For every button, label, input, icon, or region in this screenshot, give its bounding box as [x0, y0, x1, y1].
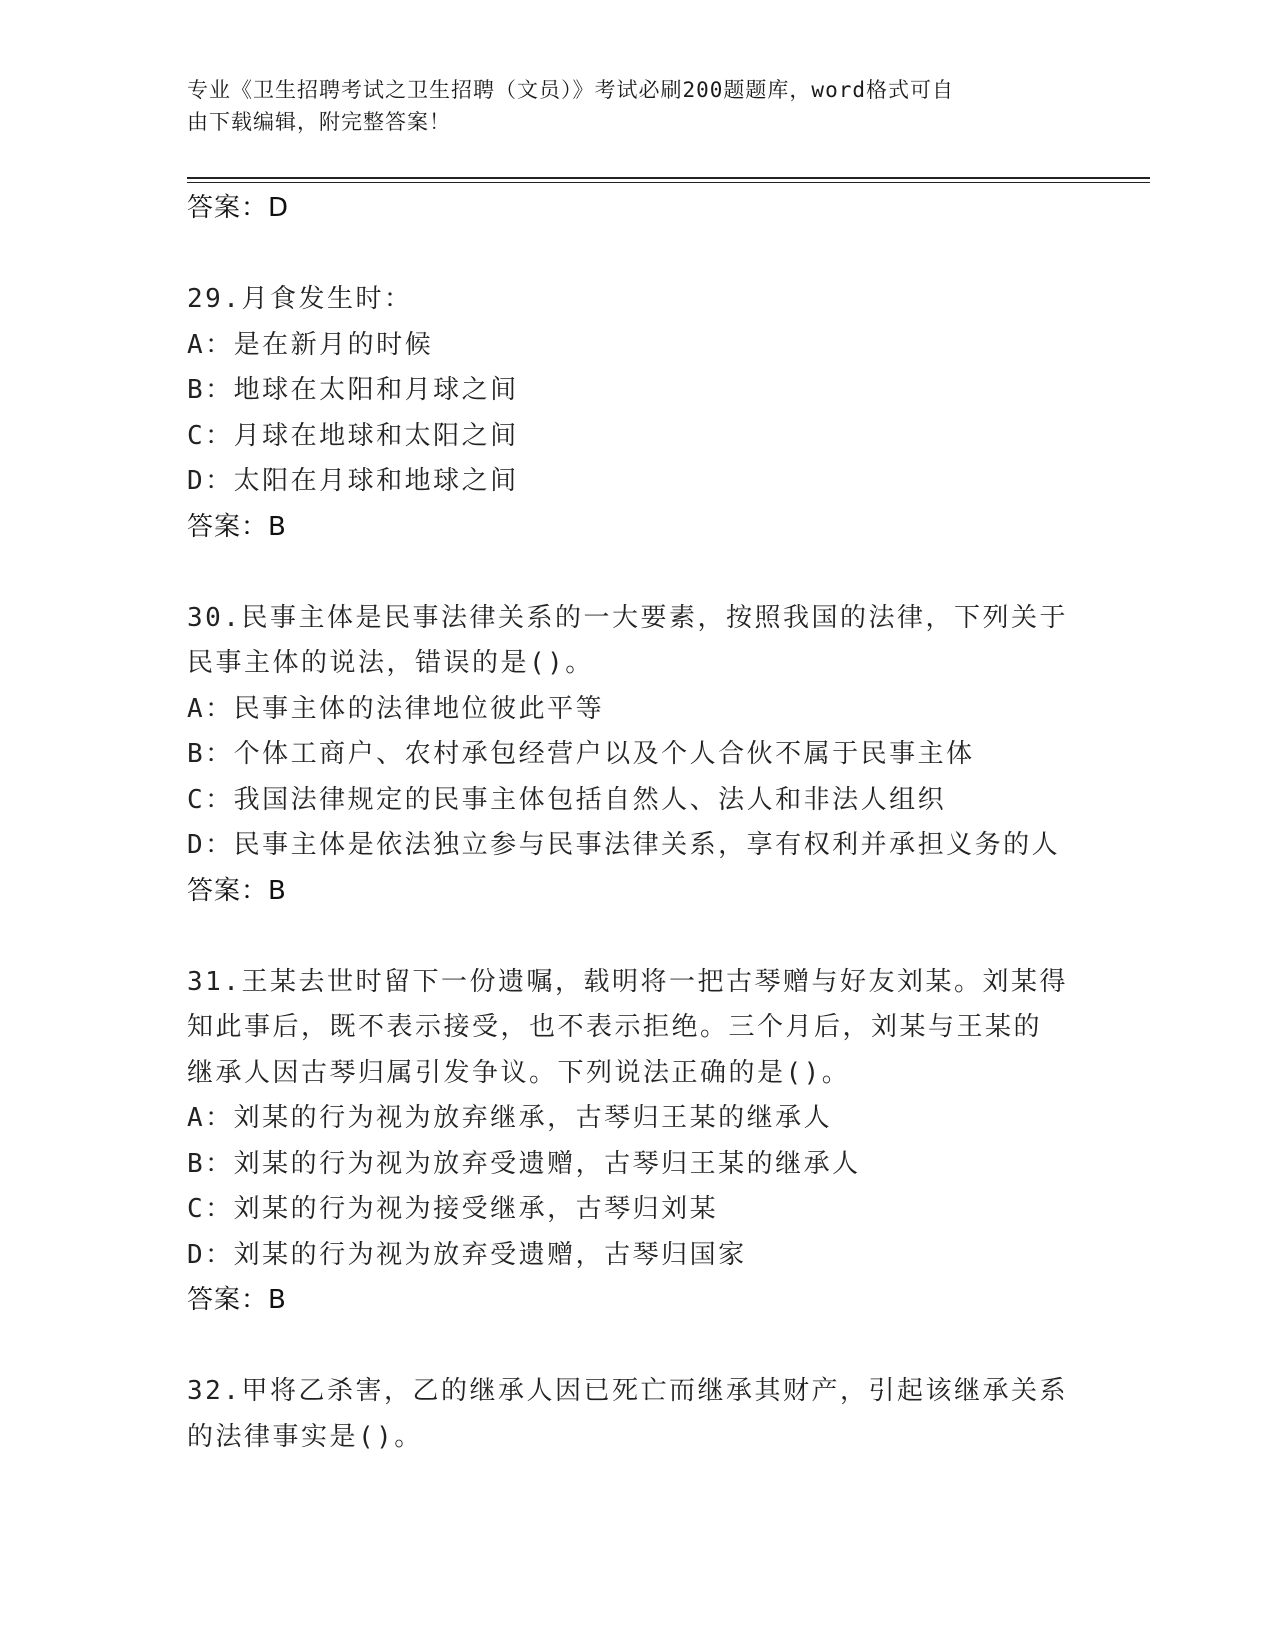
header-divider-thick	[187, 177, 1150, 179]
option-b: B：地球在太阳和月球之间	[187, 375, 519, 405]
option-d: D：民事主体是依法独立参与民事法律关系，享有权利并承担义务的人	[187, 830, 1061, 860]
option-c: C：我国法律规定的民事主体包括自然人、法人和非法人组织	[187, 784, 947, 815]
option-b: B：个体工商户、农村承包经营户以及个人合伙不属于民事主体	[187, 739, 975, 769]
question-list	[187, 186, 1087, 1460]
option-c: C：月球在地球和太阳之间	[187, 420, 519, 451]
previous-answer: 答案：D	[187, 193, 290, 223]
spacer	[187, 1324, 1087, 1370]
option-a: A：民事主体的法律地位彼此平等	[187, 693, 605, 724]
option-b: B：刘某的行为视为放弃受遗赠，古琴归王某的继承人	[187, 1148, 861, 1179]
answer: 答案：B	[187, 1285, 287, 1315]
spacer	[187, 914, 1087, 960]
question-stem: 继承人因古琴归属引发争议。下列说法正确的是()。	[187, 1057, 851, 1088]
question-32	[187, 1369, 1087, 1460]
question-stem: 31.王某去世时留下一份遗嘱，载明将一把古琴赠与好友刘某。刘某得	[187, 966, 1068, 997]
question-31	[187, 960, 1087, 1324]
option-a: A：是在新月的时候	[187, 329, 434, 360]
option-a: A：刘某的行为视为放弃继承，古琴归王某的继承人	[187, 1103, 833, 1133]
option-d: D：太阳在月球和地球之间	[187, 466, 519, 496]
option-c: C：刘某的行为视为接受继承，古琴归刘某	[187, 1194, 719, 1224]
spacer	[187, 232, 1087, 278]
option-d: D：刘某的行为视为放弃受遗赠，古琴归国家	[187, 1239, 747, 1270]
question-stem: 民事主体的说法，错误的是()。	[187, 648, 594, 678]
spacer	[187, 550, 1087, 596]
question-stem: 29.月食发生时：	[187, 284, 413, 314]
answer: 答案：B	[187, 511, 287, 542]
header-line-1: 专业《卫生招聘考试之卫生招聘（文员）》考试必刷200题题库，word格式可自	[187, 78, 954, 102]
question-stem: 的法律事实是()。	[187, 1421, 423, 1452]
answer: 答案：B	[187, 875, 287, 906]
header-divider-thin	[187, 182, 1150, 183]
question-stem: 30.民事主体是民事法律关系的一大要素，按照我国的法律，下列关于	[187, 602, 1068, 633]
question-29	[187, 277, 1087, 550]
question-stem: 知此事后，既不表示接受，也不表示拒绝。三个月后，刘某与王某的	[187, 1012, 1043, 1042]
document-header	[187, 74, 1067, 138]
question-30	[187, 596, 1087, 915]
header-line-2: 由下载编辑，附完整答案！	[187, 110, 451, 134]
question-stem: 32.甲将乙杀害，乙的继承人因已死亡而继承其财产，引起该继承关系	[187, 1376, 1068, 1406]
